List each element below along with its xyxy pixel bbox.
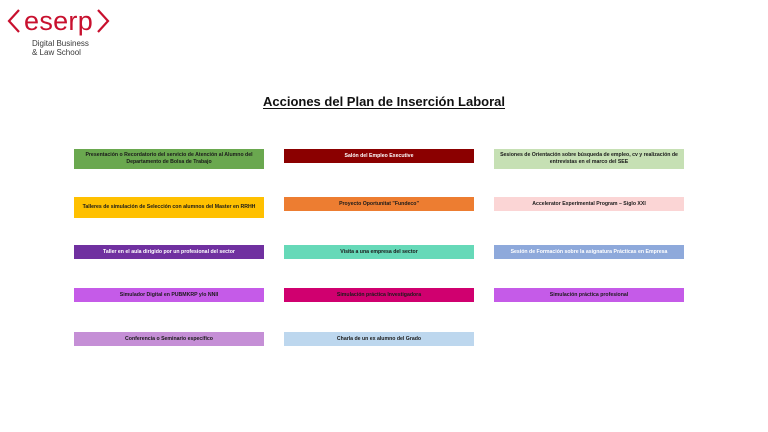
tile-label: Accelerator Experimental Program – Siglo XXI [532,200,646,207]
chevron-right-icon [95,7,111,35]
tile-proyecto-oportunitat [284,197,474,211]
tile-accelerator-program [494,197,684,211]
logo-tagline-line-1: Digital Business [32,39,89,48]
tile-simulacion-profesional [494,288,684,302]
tile-label: Conferencia o Seminario específico [125,335,213,342]
tile-talleres-simulacion [74,197,264,218]
tile-label: Talleres de simulación de Selección con alumnos del Master en RRHH [82,204,256,210]
tile-label: Presentación o Recordatorio del servicio de Atención al Alumno del Departamento de Bolsa de Trabajo [85,152,253,165]
logo-tagline-line-2: & Law School [32,48,81,57]
tile-presentacion-servicio [74,149,264,169]
tile-label: Sesiones de Orientación sobre búsqueda de empleo, cv y realización de entrevistas en el marco del SEE [500,152,678,165]
tile-label: Simulador Digital en PUBMKRP y/o NNII [119,291,219,298]
tile-charla-ex-alumno [284,332,474,346]
page-title: Acciones del Plan de Inserción Laboral [262,94,506,109]
tile-label: Simulación práctica Investigadora [336,291,422,298]
tile-label: Simulación práctica profesional [549,291,629,298]
tile-sesiones-orientacion [494,149,684,169]
tile-label: Visita a una empresa del sector [340,248,418,255]
tile-label: Charla de un ex alumno del Grado [336,335,422,342]
eserp-logo [6,6,126,58]
logo-wordmark: eserp [24,6,94,36]
tile-conferencia-seminario [74,332,264,346]
tile-simulacion-investigadora [284,288,474,302]
tile-simulador-digital [74,288,264,302]
tile-label: Sesión de Formación sobre la asignatura Prácticas en Empresa [510,248,668,255]
tile-label: Salón del Empleo Executive [344,152,414,159]
tile-visita-empresa [284,245,474,259]
tile-label: Proyecto Oportunitat "Fundeco" [339,200,419,207]
tile-sesion-formacion [494,245,684,259]
logo-tagline [32,39,89,57]
logo-mark [6,6,111,36]
tile-taller-aula [74,245,264,259]
tile-label: Taller en el aula dirigido por un profesional del sector [103,248,235,255]
tile-salon-empleo [284,149,474,163]
chevron-left-icon [6,7,22,35]
